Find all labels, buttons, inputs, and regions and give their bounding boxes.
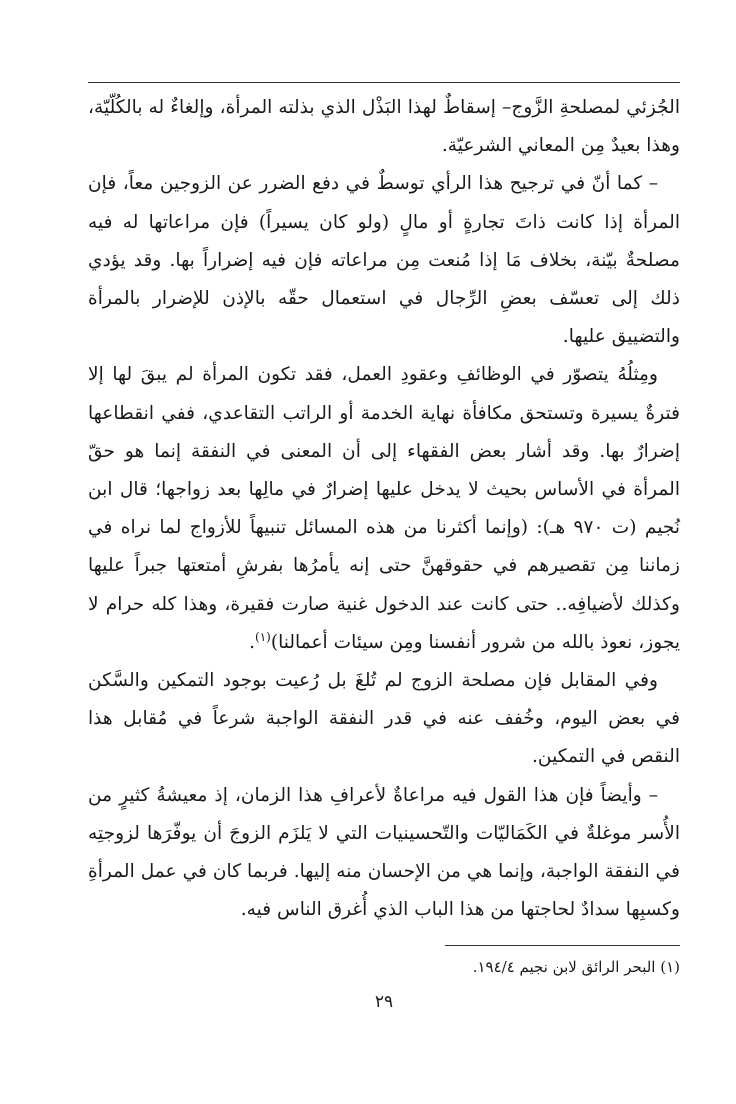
body-text (88, 89, 680, 929)
book-page (88, 82, 680, 1082)
paragraph-3 (88, 356, 680, 662)
page-number: ٢٩ (374, 992, 394, 1012)
footnote: (١) البحر الرائق لابن نجيم ١٩٤/٤. (472, 958, 680, 977)
paragraph-2: – كما أنّ في ترجيح هذا الرأي توسطٌ في دفع الضرر عن الزوجين معاً، فإن المرأة إذا كانت ذاتَ تجارةٍ أو مالٍ (ولو كان يسيراً) فإن مراعاتها له فيه مصلحةٌ بيّنة، بخلاف مَا إذا مُنعت مِن مراعاته فإن فيه إضراراً بها. وقد يؤدي ذلك إلى تعسّف بعضِ الرِّجال في استعمال حقّه بالإذن للإضرار بالمرأة والتضييق عليها. (88, 173, 680, 348)
paragraph-3-text: ومِثلُهُ يتصوّر في الوظائفِ وعقودِ العمل، فقد تكون المرأة لم يبقَ لها إلا فترةٌ يسيرة وتستحق مكافأة نهاية الخدمة أو الراتب التقاعدي، ففي انقطاعها إضرارٌ بها. وقد أشار بعض الفقهاء إلى أن المعنى في النفقة إنما هو حقّ المرأة في الأساس بحيث لا يدخل عليها إضرارٌ في مالِها بعد زواجها؛ قال ابن نُجيم (ت ٩٧٠ هـ): (وإنما أكثرنا من هذه المسائل تنبيهاً للأزواج لما نراه في زماننا مِن تقصيرهم في حقوقهنَّ حتى إنه يأمرُها بفرشِ أمتعتها جبراً عليها وكذلك لأضيافِه.. حتى كانت عند الدخول غنية صارت فقيرة، وهذا كله حرام لا يجوز، نعوذ بالله من شرور أنفسنا ومِن سيئات أعمالنا) (88, 364, 680, 653)
top-rule (88, 82, 680, 83)
footnote-rule (445, 945, 680, 946)
paragraph-1: الجُزئي لمصلحةِ الزَّوج– إسقاطٌ لهذا البَذْل الذي بذلته المرأة، وإلغاءٌ له بالكُلّيّة، وهذا بعيدٌ مِن المعاني الشرعيّة. (88, 97, 680, 157)
footnote-marker[interactable]: (١) (255, 629, 271, 644)
paragraph-3-tail: . (249, 631, 255, 653)
paragraph-4: وفي المقابل فإن مصلحة الزوج لم تُلغَ بل رُعيت بوجود التمكين والسَّكن في بعض اليوم، وخُفف عنه في قدر النفقة الواجبة شرعاً في مُقابل هذا النقص في التمكين. (88, 670, 680, 768)
paragraph-5: – وأيضاً فإن هذا القول فيه مراعاةٌ لأعرافِ هذا الزمان، إذ معيشةُ كثيرٍ من الأُسر موغلةٌ في الكَمَاليّات والتّحسينيات التي لا يَلزَم الزوجَ أن يوفّرَها لزوجتِه في النفقة الواجبة، وإنما هي من الإحسان منه إليها. فربما كان في عمل المرأةِ وكسبِها سدادٌ لحاجتها من هذا الباب الذي أُغرق الناس فيه. (88, 784, 680, 921)
